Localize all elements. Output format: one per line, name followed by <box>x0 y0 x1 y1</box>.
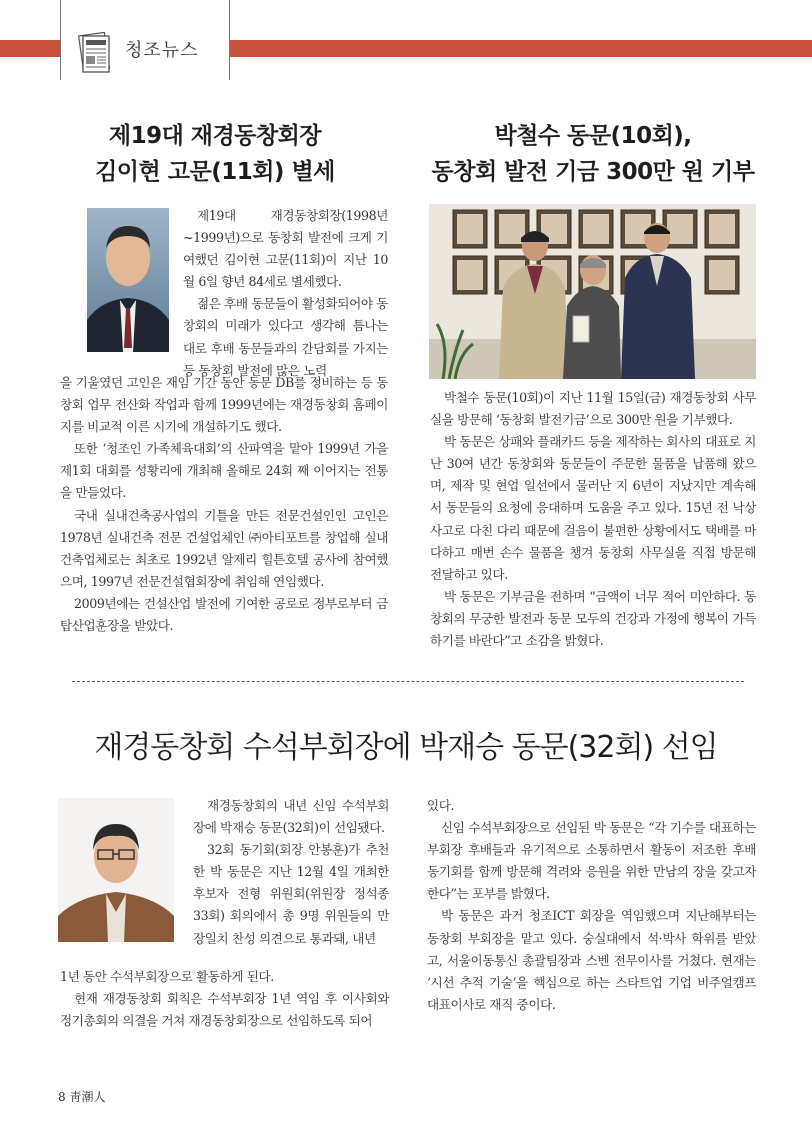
article1-paragraph: 제19대 재경동창회장(1998년~1999년)으로 동창회 발전에 크게 기여했던 김이현 고문(11회)이 지난 10월 6일 향년 84세로 별세했다. <box>183 208 388 290</box>
article1-paragraph: 2009년에는 건설산업 발전에 기여한 공로로 정부로부터 금탑산업훈장을 받았다. <box>60 595 388 634</box>
article3-paragraph: 박 동문은 과거 청조ICT 회장을 역임했으며 지난해부터는 동창회 부회장을 맡고 있다. 숭실대에서 석·박사 학위를 받았고, 서울이동통신 총괄팀장과 스벤 전무이사를 거쳤다. 현재는 ‘시선 추적 기술’을 핵심으로 하는 스타트업 기업 비주얼캠프 대표이사로 재직 중이다. <box>427 908 756 1012</box>
article2-paragraph: 박 동문은 상패와 플래카드 등을 제작하는 회사의 대표로 지난 30여 년간 동창회와 동문들이 주문한 물품을 납품해 왔으며, 제작 및 현업 일선에서 물러난 지 6년이 지났지만 계속해서 동문들의 요청에 응대하며 도움을 주고 있다. 15년 전 낙상 사고로 다친 다리 때문에 걸음이 불편한 상황에서도 택배를 마다하고 매번 손수 물품을 챙겨 동창회 사무실을 직접 방문해 전달하고 있다. <box>430 434 756 582</box>
article3-paragraph: 32회 동기회(회장 안봉훈)가 추천한 박 동문은 지난 12월 4일 개최한 후보자 전형 위원회(위원장 정석종 33회) 회의에서 총 9명 위원들의 만장일치 찬성 의견으로 통과돼, 내년 <box>193 842 389 946</box>
page-number: 8 靑潮人 <box>58 1090 106 1104</box>
section-header <box>60 0 230 80</box>
article3-paragraph: 신임 수석부회장으로 선임된 박 동문은 “각 기수를 대표하는 부회장 후배들과 유기적으로 소통하면서 활동이 저조한 후배 동기회를 함께 방문해 격려와 응원을 위한 만남의 장을 갖고자 한다”는 포부를 밝혔다. <box>427 820 756 902</box>
article2-paragraph: 박 동문은 기부금을 전하며 “금액이 너무 적어 미안하다. 동창회의 무궁한 발전과 동문 모두의 건강과 가정에 행복이 가득하기를 바란다”고 소감을 밝혔다. <box>430 588 756 649</box>
article3-column2 <box>427 795 756 1016</box>
newspaper-icon <box>77 32 113 74</box>
article3-headline: 재경동창회 수석부회장에 박재승 동문(32회) 선임 <box>94 730 718 765</box>
article2-headline <box>430 118 756 190</box>
article1-paragraph: 을 기울였던 고인은 재임 기간 동안 동문 DB를 정비하는 등 동창회 업무 전산화 작업과 함께 1999년에는 재경동창회 홈페이지를 비교적 이른 시기에 개설하기도 했다. <box>60 375 388 435</box>
article1-portrait-photo <box>87 208 169 352</box>
section-divider <box>72 681 744 682</box>
group-photo-image <box>429 204 756 379</box>
article1-headline-line1: 제19대 재경동창회장 <box>108 123 322 149</box>
portrait-image <box>58 798 174 942</box>
article3-paragraph: 현재 재경동창회 회칙은 수석부회장 1년 역임 후 이사회와 정기총회의 의결을 거쳐 재경동창회장으로 선임하도록 되어 <box>60 991 389 1029</box>
article1-headline-line2: 김이현 고문(11회) 별세 <box>95 159 335 185</box>
section-title: 청조뉴스 <box>125 40 199 61</box>
article1-paragraph: 젊은 후배 동문들이 활성화되어야 동창회의 미래가 있다고 생각해 틈나는 대로 후배 동문들과의 간담회를 가지는 등 동창회 발전에 많은 노력 <box>183 296 388 378</box>
article1-headline <box>60 118 370 190</box>
article3-paragraph: 있다. <box>427 798 455 813</box>
article3-portrait-photo <box>58 798 174 942</box>
article2-group-photo <box>429 204 756 379</box>
article1-wrap-text <box>183 205 388 382</box>
article2-body <box>430 387 756 652</box>
article3-paragraph: 1년 동안 수석부회장으로 활동하게 된다. <box>60 969 274 984</box>
article1-paragraph: 또한 ‘청조인 가족체육대회’의 산파역을 맡아 1999년 가을 제1회 대회를 성황리에 개최해 올해로 24회 째 이어지는 전통을 만들었다. <box>60 441 388 501</box>
article2-paragraph: 박철수 동문(10회)이 지난 11월 15일(금) 재경동창회 사무실을 방문해 ‘동창회 발전기금’으로 300만 원을 기부했다. <box>430 390 756 428</box>
article3-paragraph: 재경동창회의 내년 신임 수석부회장에 박재승 동문(32회)이 선임됐다. <box>193 798 389 836</box>
article3-body <box>60 966 389 1032</box>
portrait-image <box>87 208 169 352</box>
article2-headline-line1: 박철수 동문(10회), <box>494 123 692 149</box>
article1-paragraph: 국내 실내건축공사업의 기틀을 만든 전문건설인인 고인은 1978년 실내건축 전문 건설업체인 ㈜아티포트를 창업해 실내건축업체로는 최초로 1992년 알제리 힐튼호텔 공사에 참여했으며, 1997년 전문건설협회장에 취임해 연임했다. <box>60 507 388 589</box>
article1-body <box>60 372 388 637</box>
article3-wrap-text <box>193 795 389 950</box>
article2-headline-line2: 동창회 발전 기금 300만 원 기부 <box>431 159 755 185</box>
